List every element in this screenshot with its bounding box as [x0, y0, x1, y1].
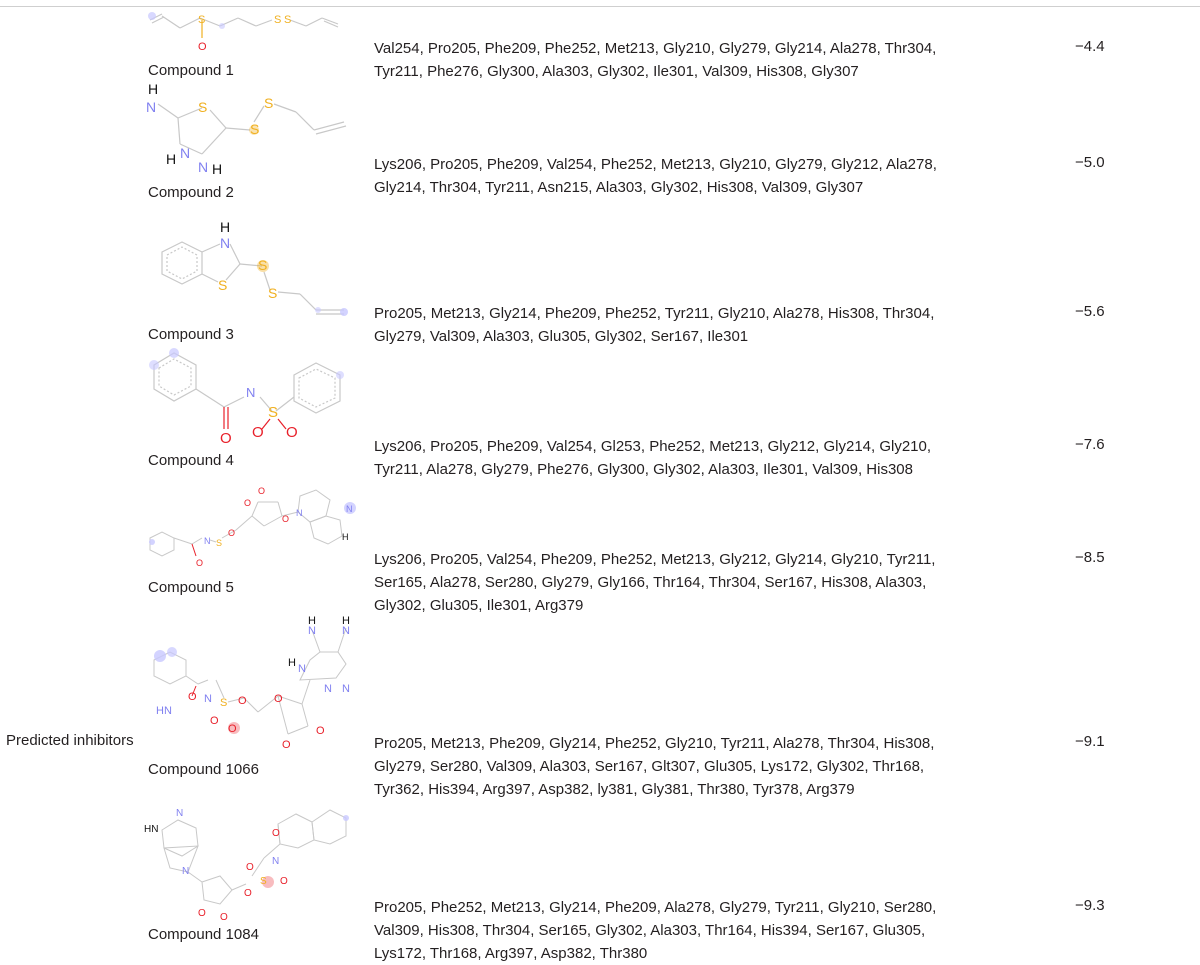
svg-text:S: S — [274, 14, 282, 26]
compound-structure — [140, 219, 360, 322]
compound-structure — [140, 480, 360, 575]
svg-text:O: O — [220, 430, 232, 447]
interacting-residues: Lys206, Pro205, Val254, Phe209, Phe252, Met213, Gly212, Gly214, Gly210, Tyr211, Ser165, Ala278, Ser280, Gly279, Gly166, Thr164, Thr304, Ser167, His308, Ala303, Gly302, Glu305, Ile301, Arg379 — [374, 551, 936, 614]
compound-structure — [140, 800, 360, 925]
binding-energy: −5.0 — [1075, 154, 1105, 171]
compound-structure — [140, 345, 360, 450]
binding-energy: −8.5 — [1075, 549, 1105, 566]
compound-structure — [140, 608, 360, 758]
svg-text:S: S — [198, 14, 206, 26]
svg-text:S: S — [216, 538, 223, 548]
binding-energy: −9.3 — [1075, 897, 1105, 914]
svg-text:N: N — [296, 508, 303, 518]
svg-text:O: O — [274, 693, 283, 705]
svg-text:O: O — [238, 695, 247, 707]
svg-text:S: S — [198, 99, 208, 115]
interacting-residues: Pro205, Met213, Gly214, Phe209, Phe252, Tyr211, Gly210, Ala278, His308, Thr304, Gly279, Val309, Ala303, Glu305, Gly302, Ser167, Ile301 — [374, 305, 935, 345]
svg-text:H: H — [148, 81, 159, 97]
svg-text:S: S — [284, 14, 292, 26]
svg-text:HN: HN — [144, 824, 159, 835]
binding-energy: −5.6 — [1075, 303, 1105, 320]
svg-text:H: H — [288, 657, 296, 669]
svg-text:N: N — [298, 663, 306, 675]
svg-text:N: N — [204, 536, 211, 546]
binding-energy: −9.1 — [1075, 733, 1105, 750]
svg-text:N: N — [324, 683, 332, 695]
svg-text:O: O — [258, 486, 266, 496]
top-rule — [0, 6, 1200, 7]
compound-name: Compound 1066 — [148, 761, 259, 778]
compound-name: Compound 5 — [148, 579, 234, 596]
binding-energy: −7.6 — [1075, 436, 1105, 453]
interacting-residues: Lys206, Pro205, Phe209, Val254, Gl253, Phe252, Met213, Gly212, Gly214, Gly210, Tyr211, Ala278, Gly279, Phe276, Gly300, Gly302, Ala303, Ile301, Val309, His308 — [374, 438, 932, 478]
svg-text:O: O — [244, 888, 252, 899]
svg-text:O: O — [228, 528, 236, 538]
compound-name: Compound 1 — [148, 62, 234, 79]
svg-text:O: O — [196, 558, 204, 568]
svg-text:H: H — [342, 532, 349, 542]
interacting-residues: Lys206, Pro205, Phe209, Val254, Phe252, Met213, Gly210, Gly279, Gly212, Ala278, Gly214, Thr304, Tyr211, Asn215, Ala303, Gly302, His308, Val309, Gly307 — [374, 156, 937, 196]
svg-text:O: O — [244, 498, 252, 508]
svg-text:O: O — [272, 828, 280, 839]
svg-text:O: O — [280, 876, 288, 887]
svg-text:S: S — [220, 697, 228, 709]
svg-text:O: O — [198, 908, 206, 919]
svg-text:N: N — [346, 504, 353, 514]
svg-text:S: S — [264, 95, 274, 111]
svg-text:S: S — [260, 876, 267, 887]
compound-name: Compound 2 — [148, 184, 234, 201]
svg-text:O: O — [282, 514, 290, 524]
svg-text:S: S — [250, 121, 260, 137]
svg-text:O: O — [246, 862, 254, 873]
svg-text:O: O — [220, 912, 228, 923]
svg-text:N: N — [198, 159, 209, 175]
svg-text:N: N — [204, 693, 212, 705]
compound-name: Compound 1084 — [148, 926, 259, 943]
interacting-residues: Val254, Pro205, Phe209, Phe252, Met213, Gly210, Gly279, Gly214, Ala278, Thr304, Tyr211, Phe276, Gly300, Ala303, Gly302, Ile301, Val309, His308, Gly307 — [374, 40, 937, 80]
compound-name: Compound 3 — [148, 326, 234, 343]
svg-text:N: N — [182, 866, 190, 877]
svg-text:O: O — [188, 691, 197, 703]
svg-text:O: O — [198, 41, 207, 53]
svg-text:O: O — [252, 424, 264, 441]
binding-energy: −4.4 — [1075, 38, 1105, 55]
svg-text:N: N — [176, 808, 184, 819]
svg-text:S: S — [258, 257, 268, 273]
compound-structure — [140, 82, 360, 182]
svg-text:H: H — [308, 615, 316, 627]
svg-text:N: N — [180, 145, 191, 161]
svg-text:N: N — [146, 99, 157, 115]
svg-text:N: N — [220, 235, 231, 251]
svg-text:O: O — [282, 739, 291, 751]
svg-text:H: H — [166, 151, 177, 167]
svg-text:H: H — [342, 615, 350, 627]
svg-text:H: H — [220, 219, 231, 235]
compound-structure — [140, 8, 360, 58]
svg-text:N: N — [308, 625, 316, 637]
svg-text:S: S — [218, 277, 228, 293]
svg-text:H: H — [212, 161, 223, 177]
svg-text:N: N — [272, 856, 280, 867]
svg-text:O: O — [286, 424, 298, 441]
svg-text:S: S — [268, 404, 279, 421]
svg-text:N: N — [342, 625, 350, 637]
group-label: Predicted inhibitors — [6, 732, 134, 749]
interacting-residues: Pro205, Phe252, Met213, Gly214, Phe209, Ala278, Gly279, Tyr211, Gly210, Ser280, Val309, His308, Thr304, Ser165, Gly302, Ala303, Thr164, His394, Ser167, Glu305, Lys172, Thr168, Arg397, Asp382, Thr380 — [374, 899, 937, 962]
svg-text:N: N — [246, 385, 256, 400]
svg-text:O: O — [228, 723, 237, 735]
svg-text:HN: HN — [156, 705, 172, 717]
compound-name: Compound 4 — [148, 452, 234, 469]
interacting-residues: Pro205, Met213, Phe209, Gly214, Phe252, Gly210, Tyr211, Ala278, Thr304, His308, Gly279, Ser280, Val309, Ala303, Ser167, Glt307, Glu305, Lys172, Gly302, Thr168, Tyr362, His394, Arg397, Asp382, ly381, Gly381, Thr380, Tyr378, Arg379 — [374, 735, 935, 798]
svg-text:O: O — [316, 725, 325, 737]
svg-text:S: S — [268, 285, 278, 301]
svg-text:O: O — [210, 715, 219, 727]
svg-text:N: N — [342, 683, 350, 695]
